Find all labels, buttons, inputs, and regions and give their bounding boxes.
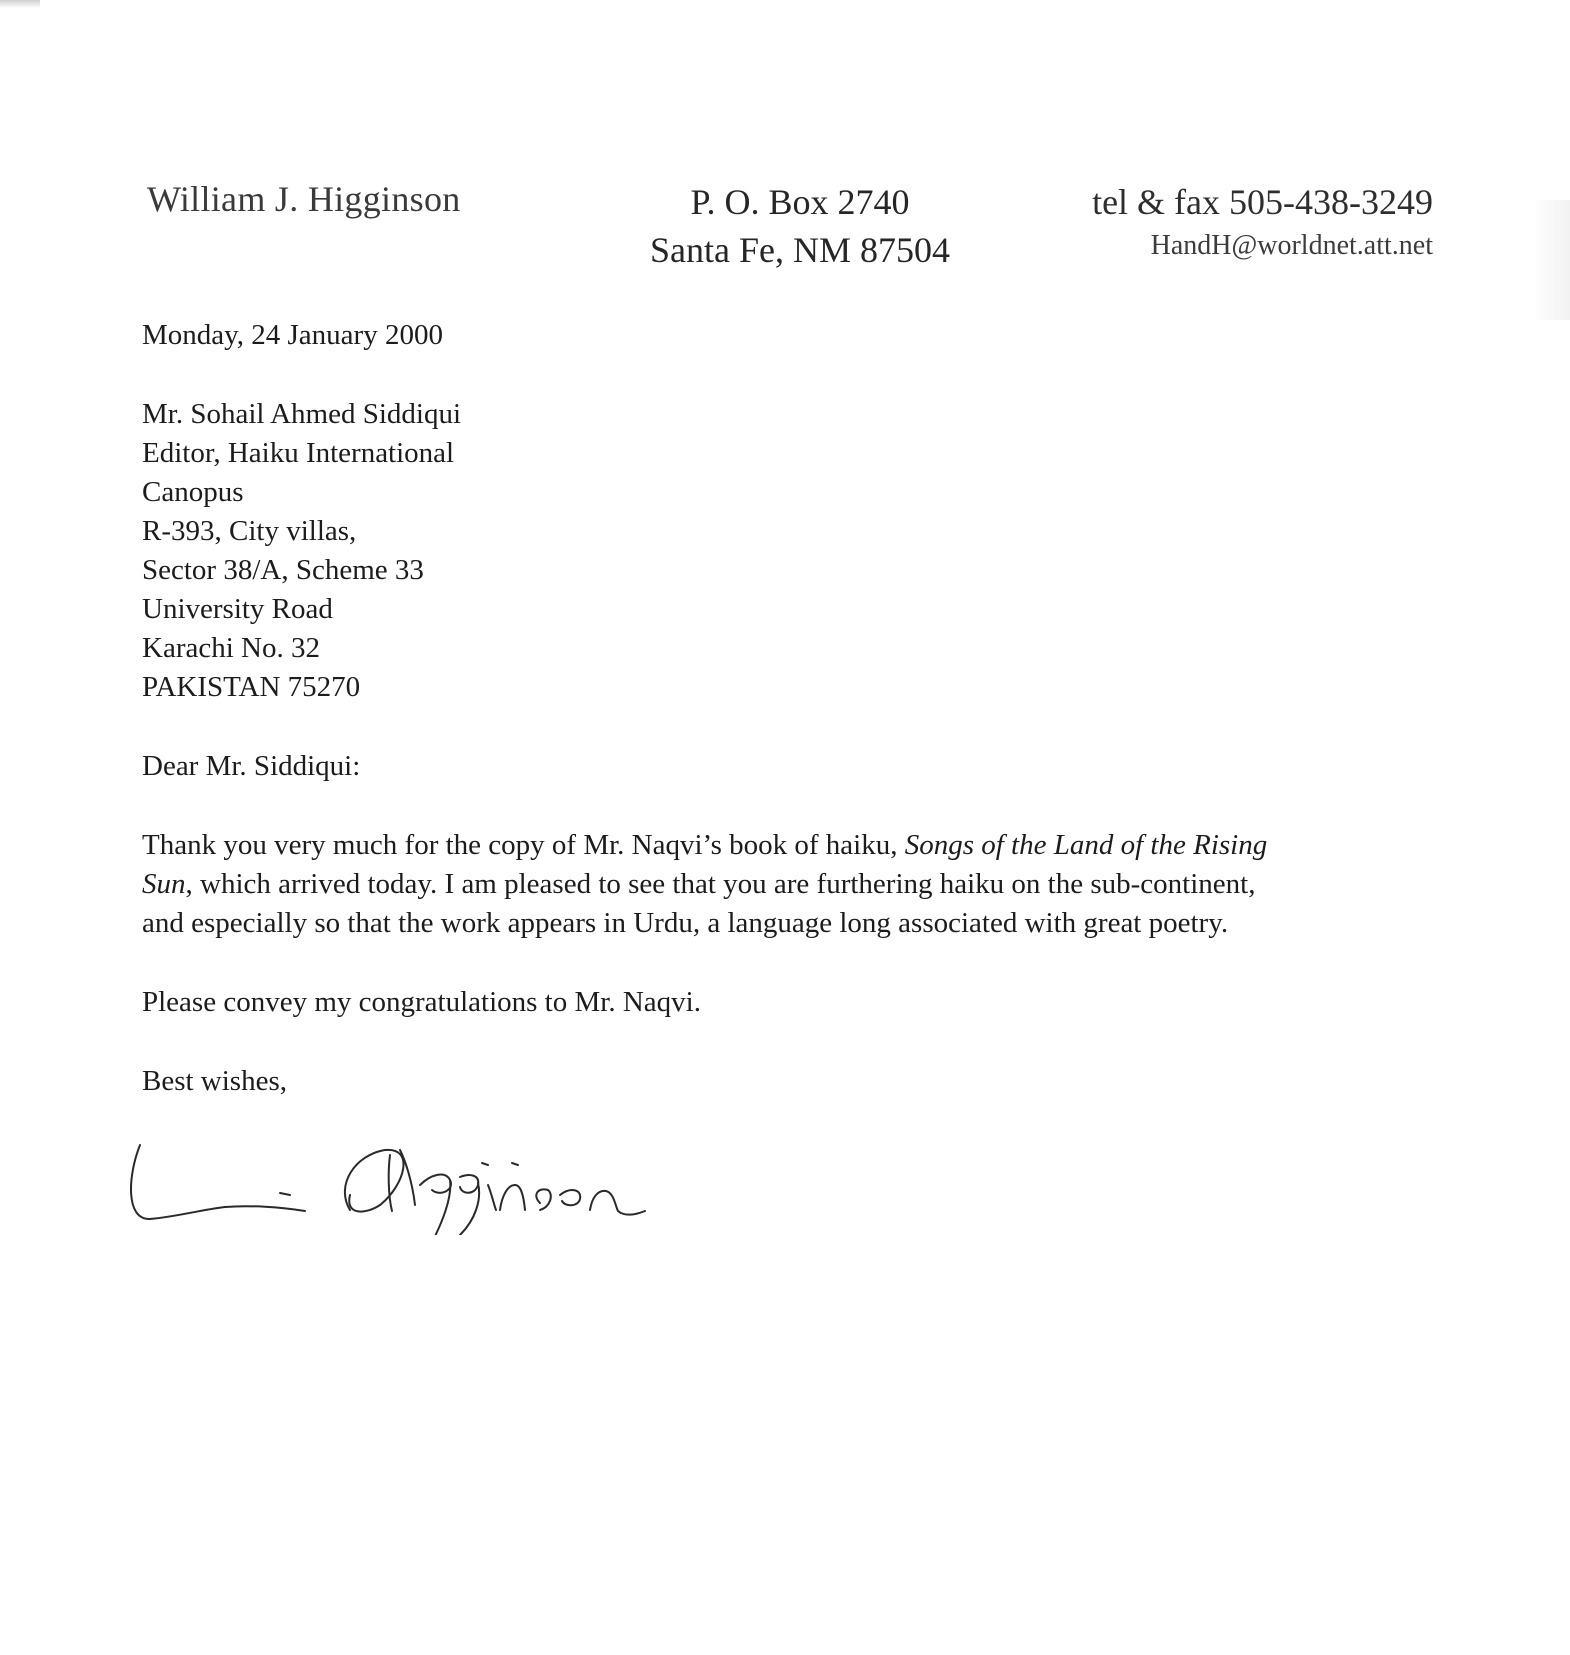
paragraph-line: [142, 865, 1452, 904]
handwritten-signature: [120, 1115, 700, 1235]
letterhead-address: [600, 178, 1000, 274]
paragraph-text: , which arrived today. I am pleased to see that you are furthering haiku on the sub-continent,: [185, 868, 1256, 900]
paragraph-line: [142, 826, 1452, 865]
closing: Best wishes,: [142, 1065, 287, 1097]
letterhead-name: William J. Higginson: [147, 179, 461, 219]
letterhead-phone: tel & fax 505-438-3249: [1092, 182, 1433, 222]
recipient-line: Canopus: [142, 476, 244, 508]
recipient-line: University Road: [142, 593, 333, 625]
letterhead-address-line1: P. O. Box 2740: [690, 182, 910, 222]
letter-date: Monday, 24 January 2000: [142, 319, 443, 351]
scan-shadow-edge: [1530, 200, 1570, 320]
salutation: Dear Mr. Siddiqui:: [142, 750, 361, 782]
letterhead-contact: [1092, 178, 1433, 266]
scan-shadow-corner: [0, 0, 40, 8]
letterhead-address-line2: Santa Fe, NM 87504: [650, 230, 950, 270]
recipient-line: Sector 38/A, Scheme 33: [142, 554, 424, 586]
body-paragraph: [142, 826, 1452, 943]
recipient-line: Mr. Sohail Ahmed Siddiqui: [142, 398, 462, 430]
book-title: Songs of the Land of the Rising: [904, 829, 1268, 861]
paragraph-line: and especially so that the work appears in Urdu, a language long associated with great poetry.: [142, 907, 1229, 939]
recipient-line: Editor, Haiku International: [142, 437, 455, 469]
recipient-line: PAKISTAN 75270: [142, 671, 361, 703]
letterhead-email: HandH@worldnet.att.net: [1150, 230, 1433, 261]
recipient-line: R-393, City villas,: [142, 515, 357, 547]
book-title: Sun: [142, 868, 186, 900]
recipient-line: Karachi No. 32: [142, 632, 320, 664]
recipient-address: [142, 395, 461, 707]
congratulations-paragraph: Please convey my congratulations to Mr. Naqvi.: [142, 986, 701, 1018]
paragraph-text: Thank you very much for the copy of Mr. Naqvi’s book of haiku,: [142, 829, 905, 861]
